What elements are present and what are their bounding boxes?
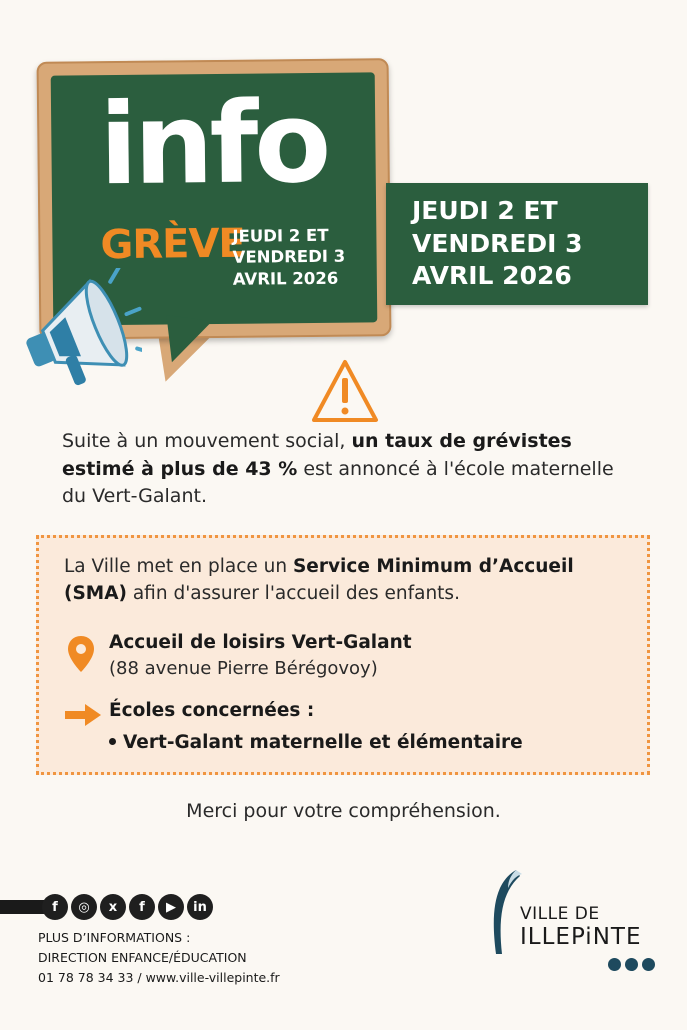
sma-box — [36, 535, 650, 775]
megaphone-icon — [12, 268, 142, 398]
linkedin-icon[interactable]: in — [187, 894, 213, 920]
info-title: info — [98, 77, 328, 211]
place-address: (88 avenue Pierre Bérégovoy) — [109, 658, 378, 679]
thanks-message: Merci pour votre compréhension. — [186, 800, 501, 822]
banner-line-3: AVRIL 2026 — [412, 261, 572, 290]
footer-department: DIRECTION ENFANCE/ÉDUCATION — [38, 950, 247, 965]
logo-dots — [608, 958, 655, 971]
social-links — [42, 894, 213, 920]
banner-line-1: JEUDI 2 ET — [412, 196, 558, 225]
board-date-line-3: AVRIL 2026 — [232, 268, 339, 289]
banner-line-2: VENDREDI 3 — [412, 228, 583, 258]
intro-text-1: Suite à un mouvement social, — [62, 430, 352, 452]
warning-icon — [310, 358, 380, 424]
arrow-right-icon — [65, 704, 101, 726]
intro-text-2: est annoncé à l'école maternelle du Vert-Galant. — [62, 457, 614, 508]
greve-subtitle: GRÈVE — [100, 220, 245, 269]
date-banner — [386, 183, 648, 305]
city-logo — [486, 864, 666, 974]
sma-paragraph — [64, 554, 634, 608]
sma-text-1: La Ville met en place un — [64, 556, 293, 577]
facebook-icon[interactable]: f — [42, 894, 68, 920]
intro-paragraph — [62, 428, 642, 511]
sma-text-2: afin d'assurer l'accueil des enfants. — [126, 582, 460, 604]
sma-service-name: Service Minimum d’Accueil (SMA) — [64, 556, 574, 604]
logo-dot — [625, 958, 638, 971]
youtube-icon[interactable]: ▶ — [158, 894, 184, 920]
logo-dot — [642, 958, 655, 971]
facebook-icon[interactable]: f — [129, 894, 155, 920]
board-date — [232, 225, 345, 290]
board-tail-surface — [160, 315, 212, 367]
place-name: Accueil de loisirs Vert-Galant — [109, 632, 412, 653]
logo-text-bottom: ILLEPiNTE — [520, 924, 642, 950]
board-date-line-2: VENDREDI 3 — [232, 247, 346, 268]
board-date-line-1: JEUDI 2 ET — [232, 225, 329, 246]
footer-contact[interactable]: 01 78 78 34 33 / www.ville-villepinte.fr — [38, 970, 280, 985]
footer-info — [38, 928, 280, 988]
intro-strike-rate: un taux de grévistes estimé à plus de 43 % — [62, 430, 572, 480]
schools-list-item — [109, 732, 523, 753]
schools-item-text: Vert-Galant maternelle et élémentaire — [123, 732, 523, 753]
schools-label: Écoles concernées : — [109, 700, 315, 721]
logo-dot — [608, 958, 621, 971]
location-pin-icon — [66, 634, 96, 674]
x-icon[interactable]: x — [100, 894, 126, 920]
logo-text-top: VILLE DE — [520, 904, 600, 924]
footer-info-label: PLUS D’INFORMATIONS : — [38, 930, 191, 945]
bullet-icon — [109, 738, 116, 745]
instagram-icon[interactable]: ◎ — [71, 894, 97, 920]
